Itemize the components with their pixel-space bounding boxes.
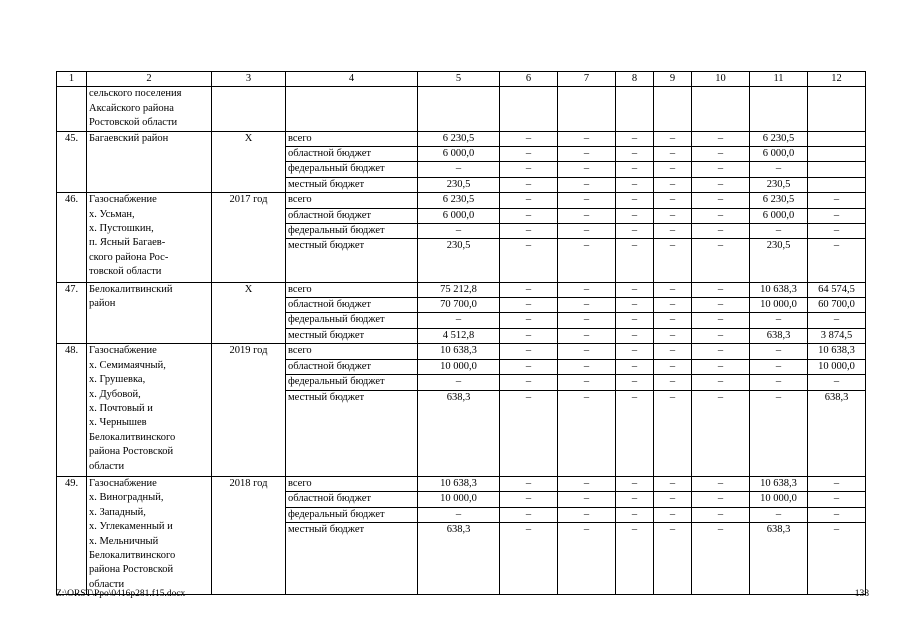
value-cell: 10 000,0 <box>808 359 866 374</box>
value-cell: 10 000,0 <box>750 298 808 313</box>
value-cell: – <box>616 282 654 297</box>
value-cell: – <box>500 359 558 374</box>
item-name <box>87 476 212 594</box>
budget-source: всего <box>286 344 418 359</box>
value-cell: 6 230,5 <box>750 131 808 146</box>
name-line: области <box>89 460 125 472</box>
value-cell: – <box>654 375 692 390</box>
column-header: 11 <box>750 72 808 87</box>
value-cell: – <box>654 208 692 223</box>
name-line: район <box>89 298 116 310</box>
value-cell: – <box>558 298 616 313</box>
name-line: х. Пустошкин, <box>89 223 154 235</box>
value-cell: – <box>692 344 750 359</box>
value-cell: – <box>500 298 558 313</box>
value-cell: – <box>654 147 692 162</box>
value-cell: – <box>692 282 750 297</box>
name-line: Газоснабжение <box>89 345 157 357</box>
value-cell: – <box>654 476 692 491</box>
value-cell: – <box>808 224 866 239</box>
value-cell: – <box>500 313 558 328</box>
value-cell: – <box>692 162 750 177</box>
name-line: Ростовской области <box>89 117 178 129</box>
value-cell: – <box>616 177 654 192</box>
item-name <box>87 87 212 131</box>
item-name <box>87 344 212 477</box>
value-cell: – <box>654 131 692 146</box>
budget-source: областной бюджет <box>286 208 418 223</box>
budget-source: федеральный бюджет <box>286 162 418 177</box>
value-cell: – <box>616 359 654 374</box>
footer-file-path: Z:\ORST\Ppo\0416p281.f15.docx <box>56 589 186 599</box>
value-cell: – <box>616 131 654 146</box>
name-line: х. Западный, <box>89 506 146 518</box>
empty-cell <box>616 87 654 131</box>
value-cell: – <box>500 193 558 208</box>
value-cell: – <box>692 239 750 282</box>
value-cell: – <box>750 375 808 390</box>
value-cell: – <box>808 208 866 223</box>
value-cell: 10 000,0 <box>418 492 500 507</box>
budget-source: местный бюджет <box>286 390 418 476</box>
value-cell: – <box>750 224 808 239</box>
value-cell: – <box>808 239 866 282</box>
name-line: Белокалитвинского <box>89 431 176 443</box>
item-year: 2018 год <box>212 476 286 594</box>
name-line: Багаевский район <box>89 132 169 144</box>
value-cell: – <box>500 375 558 390</box>
value-cell: – <box>558 344 616 359</box>
item-name <box>87 282 212 344</box>
footer-page-number: 138 <box>854 589 869 599</box>
value-cell: 6 000,0 <box>750 208 808 223</box>
budget-source: местный бюджет <box>286 328 418 343</box>
value-cell: – <box>692 359 750 374</box>
value-cell: – <box>616 476 654 491</box>
value-cell: – <box>654 523 692 595</box>
budget-source: областной бюджет <box>286 298 418 313</box>
header-row <box>57 72 866 87</box>
table-body <box>57 72 866 595</box>
table-row <box>57 131 866 146</box>
name-line: х. Дубовой, <box>89 388 141 400</box>
item-number: 47. <box>57 282 87 344</box>
budget-source: всего <box>286 282 418 297</box>
value-cell: 230,5 <box>750 239 808 282</box>
column-header: 12 <box>808 72 866 87</box>
value-cell: 638,3 <box>750 328 808 343</box>
value-cell: – <box>692 476 750 491</box>
item-year: Х <box>212 282 286 344</box>
column-header: 6 <box>500 72 558 87</box>
value-cell: – <box>808 375 866 390</box>
value-cell: 638,3 <box>418 523 500 595</box>
empty-cell <box>286 87 418 131</box>
empty-cell <box>212 87 286 131</box>
value-cell: – <box>750 162 808 177</box>
name-line: Белокалитвинский <box>89 283 173 295</box>
name-line: х. Усьман, <box>89 208 135 220</box>
value-cell: – <box>418 507 500 522</box>
value-cell: – <box>616 390 654 476</box>
value-cell: – <box>500 282 558 297</box>
name-line: х. Виноградный, <box>89 492 164 504</box>
item-number: 49. <box>57 476 87 594</box>
name-line: х. Углекаменный и <box>89 521 173 533</box>
value-cell: – <box>558 208 616 223</box>
table-row <box>57 193 866 208</box>
value-cell: – <box>418 375 500 390</box>
value-cell: 4 512,8 <box>418 328 500 343</box>
value-cell: – <box>500 162 558 177</box>
value-cell <box>808 131 866 146</box>
value-cell: 6 000,0 <box>418 147 500 162</box>
name-line: района Ростовской <box>89 446 174 458</box>
value-cell: – <box>654 177 692 192</box>
item-name <box>87 131 212 193</box>
value-cell: – <box>558 239 616 282</box>
name-line: области <box>89 578 125 590</box>
value-cell: – <box>558 313 616 328</box>
value-cell: – <box>616 313 654 328</box>
value-cell: – <box>616 147 654 162</box>
value-cell: – <box>654 359 692 374</box>
value-cell: – <box>558 359 616 374</box>
budget-source: федеральный бюджет <box>286 224 418 239</box>
value-cell: – <box>558 147 616 162</box>
value-cell: – <box>558 492 616 507</box>
value-cell: 10 638,3 <box>418 476 500 491</box>
value-cell: – <box>654 344 692 359</box>
column-header: 1 <box>57 72 87 87</box>
value-cell <box>808 162 866 177</box>
value-cell: – <box>500 208 558 223</box>
value-cell: 70 700,0 <box>418 298 500 313</box>
value-cell: – <box>500 224 558 239</box>
value-cell: – <box>750 344 808 359</box>
table-row <box>57 87 866 131</box>
value-cell: – <box>500 328 558 343</box>
table-row <box>57 476 866 491</box>
value-cell: – <box>654 239 692 282</box>
table-row <box>57 282 866 297</box>
name-line: Аксайского района <box>89 102 174 114</box>
column-header: 4 <box>286 72 418 87</box>
value-cell: 6 230,5 <box>418 193 500 208</box>
empty-cell <box>750 87 808 131</box>
budget-source: местный бюджет <box>286 523 418 595</box>
budget-source: федеральный бюджет <box>286 507 418 522</box>
empty-cell <box>500 87 558 131</box>
value-cell: – <box>500 147 558 162</box>
column-header: 9 <box>654 72 692 87</box>
name-line: х. Мельничный <box>89 535 159 547</box>
name-line: района Ростовской <box>89 564 174 576</box>
value-cell: – <box>418 224 500 239</box>
item-name <box>87 193 212 282</box>
value-cell: – <box>558 177 616 192</box>
value-cell: – <box>808 507 866 522</box>
value-cell: 230,5 <box>418 239 500 282</box>
budget-table <box>56 71 866 595</box>
value-cell: – <box>558 523 616 595</box>
item-number: 48. <box>57 344 87 477</box>
value-cell: – <box>558 375 616 390</box>
value-cell: – <box>692 147 750 162</box>
item-number: 45. <box>57 131 87 193</box>
value-cell: – <box>692 523 750 595</box>
value-cell <box>808 177 866 192</box>
budget-source: всего <box>286 131 418 146</box>
item-number: 46. <box>57 193 87 282</box>
value-cell: 75 212,8 <box>418 282 500 297</box>
budget-source: областной бюджет <box>286 147 418 162</box>
value-cell: – <box>808 492 866 507</box>
value-cell: – <box>558 282 616 297</box>
value-cell: – <box>750 390 808 476</box>
name-line: сельского поселения <box>89 88 182 100</box>
value-cell: 10 000,0 <box>418 359 500 374</box>
value-cell: 230,5 <box>750 177 808 192</box>
value-cell: – <box>558 224 616 239</box>
value-cell: – <box>808 313 866 328</box>
value-cell: 638,3 <box>418 390 500 476</box>
value-cell: 6 000,0 <box>418 208 500 223</box>
value-cell: – <box>692 507 750 522</box>
value-cell: – <box>654 507 692 522</box>
value-cell: 6 230,5 <box>750 193 808 208</box>
budget-source: федеральный бюджет <box>286 375 418 390</box>
column-header: 10 <box>692 72 750 87</box>
value-cell: – <box>750 359 808 374</box>
empty-cell <box>808 87 866 131</box>
name-line: товской области <box>89 266 162 278</box>
name-line: Белокалитвинского <box>89 549 176 561</box>
column-header: 8 <box>616 72 654 87</box>
value-cell: – <box>616 224 654 239</box>
value-cell: – <box>616 523 654 595</box>
value-cell: 638,3 <box>808 390 866 476</box>
value-cell: – <box>500 131 558 146</box>
value-cell: – <box>750 313 808 328</box>
name-line: х. Грушевка, <box>89 374 146 386</box>
value-cell: – <box>616 375 654 390</box>
value-cell: – <box>616 193 654 208</box>
value-cell: – <box>692 375 750 390</box>
name-line: ского района Рос- <box>89 251 169 263</box>
empty-cell <box>418 87 500 131</box>
value-cell: – <box>558 390 616 476</box>
value-cell: – <box>808 193 866 208</box>
value-cell: 10 000,0 <box>750 492 808 507</box>
empty-cell <box>692 87 750 131</box>
value-cell: – <box>558 131 616 146</box>
value-cell: – <box>616 298 654 313</box>
value-cell: – <box>500 523 558 595</box>
value-cell: – <box>500 177 558 192</box>
value-cell: 10 638,3 <box>750 476 808 491</box>
column-header: 7 <box>558 72 616 87</box>
name-line: Газоснабжение <box>89 194 157 206</box>
item-year: 2017 год <box>212 193 286 282</box>
value-cell: – <box>808 476 866 491</box>
column-header: 2 <box>87 72 212 87</box>
value-cell: – <box>692 298 750 313</box>
budget-source: местный бюджет <box>286 177 418 192</box>
budget-source: областной бюджет <box>286 492 418 507</box>
item-year: Х <box>212 131 286 193</box>
value-cell: – <box>808 523 866 595</box>
value-cell: – <box>654 282 692 297</box>
value-cell: 6 000,0 <box>750 147 808 162</box>
value-cell: – <box>500 476 558 491</box>
value-cell: – <box>500 239 558 282</box>
value-cell: – <box>616 344 654 359</box>
item-number <box>57 87 87 131</box>
value-cell: – <box>692 492 750 507</box>
value-cell: – <box>654 193 692 208</box>
name-line: п. Ясный Багаев- <box>89 237 166 249</box>
value-cell: – <box>500 344 558 359</box>
name-line: х. Чернышев <box>89 417 147 429</box>
value-cell: – <box>692 208 750 223</box>
budget-source: местный бюджет <box>286 239 418 282</box>
value-cell: – <box>558 328 616 343</box>
value-cell: – <box>692 390 750 476</box>
value-cell: 6 230,5 <box>418 131 500 146</box>
item-year: 2019 год <box>212 344 286 477</box>
table-row <box>57 344 866 359</box>
value-cell: – <box>616 208 654 223</box>
value-cell: – <box>558 476 616 491</box>
value-cell: – <box>692 131 750 146</box>
value-cell: – <box>692 328 750 343</box>
value-cell: – <box>654 328 692 343</box>
value-cell: – <box>692 224 750 239</box>
value-cell: – <box>750 507 808 522</box>
budget-source: федеральный бюджет <box>286 313 418 328</box>
value-cell: 64 574,5 <box>808 282 866 297</box>
value-cell: – <box>418 313 500 328</box>
value-cell: – <box>558 162 616 177</box>
value-cell: 230,5 <box>418 177 500 192</box>
name-line: х. Почтовый и <box>89 402 153 414</box>
value-cell: – <box>692 313 750 328</box>
budget-source: областной бюджет <box>286 359 418 374</box>
value-cell: – <box>654 313 692 328</box>
value-cell: – <box>654 390 692 476</box>
value-cell: – <box>692 177 750 192</box>
value-cell: – <box>654 298 692 313</box>
budget-source: всего <box>286 193 418 208</box>
empty-cell <box>654 87 692 131</box>
value-cell: – <box>616 328 654 343</box>
value-cell: 10 638,3 <box>808 344 866 359</box>
value-cell: – <box>654 162 692 177</box>
value-cell: – <box>558 193 616 208</box>
value-cell: – <box>500 507 558 522</box>
value-cell <box>808 147 866 162</box>
value-cell: 10 638,3 <box>418 344 500 359</box>
value-cell: – <box>654 224 692 239</box>
value-cell: – <box>616 492 654 507</box>
value-cell: – <box>616 239 654 282</box>
column-header: 3 <box>212 72 286 87</box>
value-cell: – <box>558 507 616 522</box>
value-cell: 60 700,0 <box>808 298 866 313</box>
value-cell: – <box>616 162 654 177</box>
value-cell: 10 638,3 <box>750 282 808 297</box>
name-line: Газоснабжение <box>89 477 157 489</box>
value-cell: – <box>616 507 654 522</box>
value-cell: – <box>500 492 558 507</box>
value-cell: 638,3 <box>750 523 808 595</box>
value-cell: – <box>500 390 558 476</box>
empty-cell <box>558 87 616 131</box>
column-header: 5 <box>418 72 500 87</box>
budget-source: всего <box>286 476 418 491</box>
value-cell: 3 874,5 <box>808 328 866 343</box>
name-line: х. Семимаячный, <box>89 359 166 371</box>
value-cell: – <box>654 492 692 507</box>
value-cell: – <box>692 193 750 208</box>
value-cell: – <box>418 162 500 177</box>
